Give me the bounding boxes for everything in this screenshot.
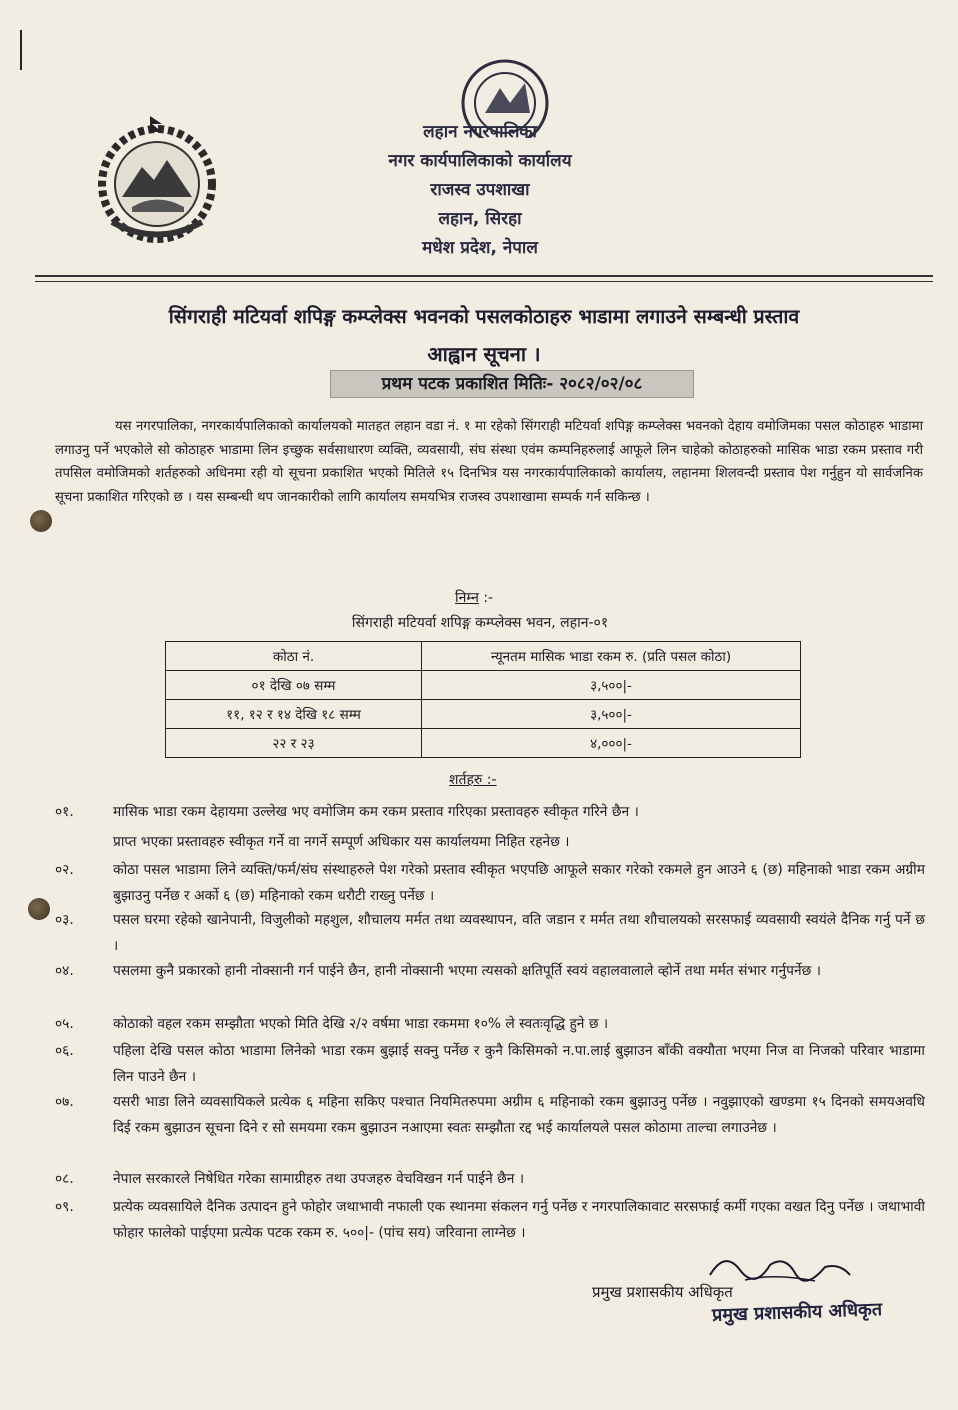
- condition-text: पसल घरमा रहेको खानेपानी, विजुलीको महशुल, शौचालय मर्मत तथा व्यवस्थापन, वति जडान र मर्मत तथा शौचालयको सरसफाई व्यवसायी स्वयंले दैनिक गर्नु पर्ने छ ।: [113, 912, 925, 954]
- punch-hole-icon: [28, 898, 50, 920]
- room-cell: २२ र २३: [166, 729, 422, 758]
- table-row: [166, 671, 801, 700]
- edge-mark: [20, 30, 22, 70]
- table-row: [166, 729, 801, 758]
- office-header: [300, 118, 660, 263]
- condition-number: ०७.: [55, 1094, 74, 1110]
- condition-text: पसलमा कुनै प्रकारको हानी नोक्सानी गर्न पाईने छैन, हानी नोक्सानी भएमा त्यसको क्षतिपूर्ति स्वयं वहालवालाले व्होर्ने तथा मर्मत संभार गर्नुपर्नेछ ।: [113, 963, 821, 979]
- condition-text: नेपाल सरकारले निषेधित गरेका सामाग्रीहरु तथा उपजहरु वेचविखन गर्न पाईने छैन ।: [113, 1171, 525, 1187]
- condition-number: ०६.: [55, 1043, 74, 1059]
- table-header-row: [166, 642, 801, 671]
- table-row: [166, 700, 801, 729]
- notice-title-continued: आह्वान सूचना ।: [427, 342, 541, 366]
- rent-cell: ३,५००|-: [422, 671, 801, 700]
- condition-number: ०५.: [55, 1016, 74, 1032]
- condition-text: यसरी भाडा लिने व्यवसायिकले प्रत्येक ६ महिना सकिए पश्चात नियमितरुपमा अग्रीम ६ महिनाको रकम बुझाउनु पर्नेछ । नवुझाएको खण्डमा १५ दिनको समयअवधि दिई रकम बुझाउन सूचना दिने र सो समयमा रकम बुझाउन नआएमा स्वतः सम्झौता रद्द भई कार्यालयले पसल कोठामा ताल्चा लगाउनेछ ।: [113, 1094, 925, 1136]
- rent-cell: ४,०००|-: [422, 729, 801, 758]
- province-line: मधेश प्रदेश, नेपाल: [422, 238, 538, 258]
- rent-table: [165, 641, 801, 758]
- list-heading-label: निम्न: [455, 590, 479, 606]
- condition-number: ०८.: [55, 1171, 74, 1187]
- column-header-rent: न्यूनतम मासिक भाडा रकम रु. (प्रति पसल कोठा): [422, 642, 801, 671]
- publication-date: प्रथम पटक प्रकाशित मितिः- २०८२/०२/०८: [330, 370, 694, 398]
- conditions-heading: शर्तहरु :-: [449, 772, 497, 788]
- list-heading-suffix: :-: [478, 590, 494, 606]
- section-name: राजस्व उपशाखा: [430, 180, 530, 200]
- condition-text: कोठा पसल भाडामा लिने व्यक्ति/फर्म/संघ संस्थाहरुले पेश गरेको प्रस्ताव स्वीकृत भएपछि आफूले सकार गरेको रकमले हुन आउने ६ (छ) महिनाको भाडा रकम अग्रीम बुझाउनु पर्नेछ र अर्को ६ (छ) महिनाको रकम धरौटी राख्नु पर्नेछ ।: [113, 862, 926, 904]
- condition-number: ०९.: [55, 1199, 74, 1215]
- table-caption: सिंगराही मटियर्वा शपिङ्ग कम्प्लेक्स भवन, लहान-०१: [351, 615, 609, 631]
- condition-number: ०१.: [55, 804, 74, 820]
- notice-title: सिंगराही मटियर्वा शपिङ्ग कम्प्लेक्स भवनको पसलकोठाहरु भाडामा लगाउने सम्बन्धी प्रस्ताव: [168, 305, 800, 328]
- nepal-emblem-icon: [92, 112, 222, 247]
- intro-paragraph: यस नगरपालिका, नगरकार्यपालिकाको कार्यालयको मातहत लहान वडा नं. १ मा रहेको सिंगराही मटियर्वा शपिङ्ग कम्प्लेक्स भवनको देहाय वमोजिमका पसल कोठाहरु भाडामा लगाउनु पर्ने भएकोले सो कोठाहरु भाडामा लिन इच्छुक सर्वसाधारण व्यक्ति, व्यवसायी, संघ संस्था एवंम कम्पनिहरुलाई आफूले लिन चाहेको कोठाहरुको मासिक भाडा रकम प्रस्ताव गरी तपसिल वमोजिमको शर्तहरुको अधिनमा रही यो सूचना प्रकाशित भएको मितिले १५ दिनभित्र यस नगरकार्यपालिकाको कार्यालय, लहानमा शिलवन्दी प्रस्ताव पेश गर्नुहुन यो सार्वजनिक सूचना प्रकाशित गरिएको छ । यस सम्बन्धी थप जानकारीको लागि कार्यालय समयभित्र राजस्व उपशाखामा सम्पर्क गर्न सकिन्छ ।: [55, 419, 923, 506]
- municipality-name: लहान नगरपालिका: [423, 122, 537, 142]
- punch-hole-icon: [30, 510, 52, 532]
- signatory-title: प्रमुख प्रशासकीय अधिकृत: [592, 1283, 733, 1301]
- condition-number: ०२.: [55, 862, 74, 878]
- condition-text: कोठाको वहल रकम सम्झौता भएको मिति देखि २/२ वर्षमा भाडा रकममा १०% ले स्वतःवृद्धि हुने छ ।: [113, 1016, 609, 1032]
- condition-number: ०३.: [55, 912, 74, 928]
- list-heading: [455, 588, 493, 607]
- header-divider-thin: [35, 281, 933, 282]
- condition-text: मासिक भाडा रकम देहायमा उल्लेख भए वमोजिम कम रकम प्रस्ताव गरिएका प्रस्तावहरु स्वीकृत गरिने छैन ।: [113, 804, 639, 820]
- room-cell: ०१ देखि ०७ सम्म: [166, 671, 422, 700]
- office-name: नगर कार्यपालिकाको कार्यालय: [388, 151, 572, 171]
- column-header-room: कोठा नं.: [166, 642, 422, 671]
- header-divider: [35, 275, 933, 277]
- condition-text: प्राप्त भएका प्रस्तावहरु स्वीकृत गर्ने वा नगर्ने सम्पूर्ण अधिकार यस कार्यालयमा निहित रहनेछ ।: [113, 834, 570, 850]
- condition-text: पहिला देखि पसल कोठा भाडामा लिनेको भाडा रकम बुझाई सक्नु पर्नेछ र कुनै किसिमको न.पा.लाई बुझाउन बाँकी वक्यौता भएमा निज वा निजको परिवार भाडामा लिन पाउने छैन ।: [113, 1043, 925, 1085]
- room-cell: ११, १२ र १४ देखि १८ सम्म: [166, 700, 422, 729]
- official-stamp: प्रमुख प्रशासकीय अधिकृत: [711, 1299, 883, 1326]
- location-line: लहान, सिरहा: [438, 209, 522, 229]
- rent-cell: ३,५००|-: [422, 700, 801, 729]
- condition-text: प्रत्येक व्यवसायिले दैनिक उत्पादन हुने फोहोर जथाभावी नफाली एक स्थानमा संकलन गर्नु पर्नेछ र नगरपालिकावाट सरसफाई कर्मी गएका वखत दिनु पर्नेछ । जथाभावी फोहार फालेको पाईएमा प्रत्येक पटक रकम रु. ५००|- (पांच सय) जरिवाना लाग्नेछ ।: [113, 1199, 925, 1241]
- condition-number: ०४.: [55, 963, 74, 979]
